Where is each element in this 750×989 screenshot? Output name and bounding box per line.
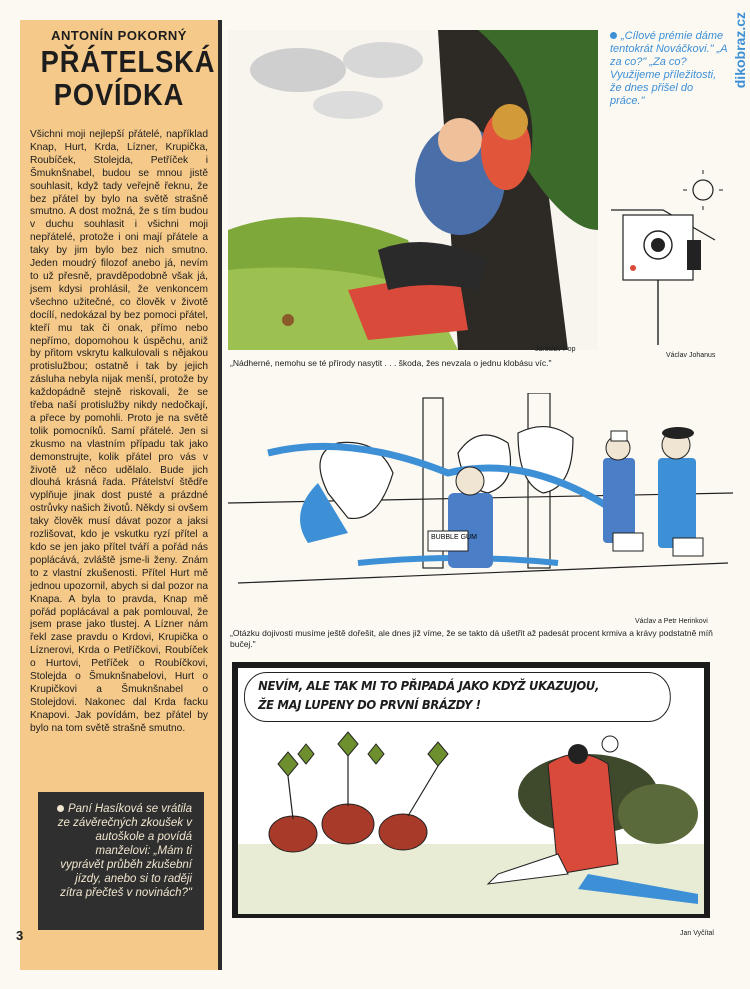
cows-credit: Václav a Petr Herinkovi <box>635 618 708 625</box>
hasikova-joke-box <box>38 792 204 930</box>
birdhouse-cartoon <box>603 170 723 345</box>
bullet-icon <box>610 32 617 39</box>
bubble-gum-sign: BUBBLE GUM <box>431 534 477 541</box>
site-watermark: dikobraz.cz <box>732 12 748 89</box>
column-divider <box>218 20 222 970</box>
picnic-caption: „Nádherné, nemohu se té přírody nasytit . . . škoda, žes nevzala o jednu klobásu víc." <box>230 358 552 368</box>
title-line-2: POVÍDKA <box>53 77 185 112</box>
picnic-credit: Jaroslav Pop <box>535 346 576 353</box>
birdhouse-credit: Václav Johanus <box>666 352 716 359</box>
speech-line-2: ŽE MAJ LUPENY DO PRVNÍ BRÁZDY ! <box>258 698 481 712</box>
bullet-icon <box>57 805 64 812</box>
article-author: ANTONÍN POKORNÝ <box>51 28 187 43</box>
novackovi-quote-text: „Cílové prémie dáme tentokrát Nováčkovi." „A za co?" „Za co? Využijeme příležitosti, že dnes přišel do práce." <box>610 30 728 107</box>
cows-cartoon <box>228 393 733 618</box>
rabbits-speech-bubble <box>244 672 671 722</box>
rabbits-credit: Jan Vyčítal <box>680 930 714 937</box>
cows-illustration <box>228 393 733 618</box>
title-line-1: PŘÁTELSKÁ <box>40 44 216 79</box>
picnic-illustration <box>228 30 598 350</box>
picnic-cartoon <box>228 30 598 350</box>
speech-line-1: NEVÍM, ALE TAK MI TO PŘIPADÁ JAKO KDYŽ UKAZUJOU, <box>258 679 600 693</box>
birdhouse-illustration <box>603 170 723 345</box>
article-title <box>40 44 216 112</box>
cows-caption: „Otázku dojivosti musíme ještě dořešit, ale dnes již víme, že se takto dá ušetřit až padesát procent krmiva a krávy podstatně míň bučej." <box>230 628 713 649</box>
rabbits-illustration <box>238 724 704 914</box>
novackovi-quote <box>610 30 730 108</box>
joke-text: Paní Hasíková se vrátila ze závěrečných zkoušek v autoškole a povídá manželovi: „Mám ti vyprávět průběh zkušební jízdy, anebo si to raději zítra přečteš v novinách?" <box>57 803 192 899</box>
article-body: Všichni moji nejlepší přátelé, například Knap, Hurt, Krda, Lízner, Krupička, Roubíček, Stolejda, Petříček i Šmuknšnabel, budou se mnou jistě souhlasit, když tady veřejně řeknu, že bez přátel by bylo na světě strašně smutno. A dost možná, že s tím budou v duchu souhlasit i všichni moji nepřátelé, protože i oni mají přátele a taky by jim bylo bez nich smutno. Jeden moudrý filozof anebo já, nevím to už přesně, pravděpodobně však já, jsem kdysi prohlásil, že venkoncem všechno užitečné, co člověk v životě docílí, nedokázal by bez pomoci přátel, kteří mu tak či onak, přímo nebo nepřímo, dopomohou k úspěchu, aniž by přitom vskrytu kalkulovali s nějakou protislužbou; ostatně i tak by jejich zásluha nebyla nijak menší, protože by každopádně stejně riskovali, že se třeba naší protislužby nikdy nedočkají, a přece by pomohli. Proto je na světě tolik pomocníků. Samí přátelé. Jen si zkusmo na vlastním případu tak jako demonstrujte, kolik přátel pro vás v životě už něco udělalo. Bude jich dlouhá krásná řada. Přátelství štědře vyplňuje jinak dost pusté a prázdné ostrůvky našich životů. Někdy si ovšem taky člověk musí dávat pozor a jaksi rozlišovat, kdo je vskutku ryzí přítel a kdo se jen jako přítel tváří a pořád nás poplácává, zvláště jsme-li ženy. Znám to z vlastní zkušenosti. Přítel Hurt mě jednou upozornil, abych si dal pozor na Knapa. A byla to pravda, Knap mě pořád poplácával a pak pomlouval, že jsem prase jako tlustej. A Lízner nám řekl zase pravdu o Krdovi, Krupička o Líznerovi, Krda o Petříčkovi, Roubíček o Hurtovi, Petříček o Roubíčkovi, Stolejda o Šmuknšnabelovi, Hurt o Krupičkovi a Šmuknšnabel o Stolejdovi. Nakonec dal Krda facku Knapovi. Jak povídám, bez přátel by bylo na tom světě strašně smutno. <box>30 129 208 734</box>
rabbits-cartoon <box>232 662 710 918</box>
page-number: 3 <box>16 928 24 943</box>
